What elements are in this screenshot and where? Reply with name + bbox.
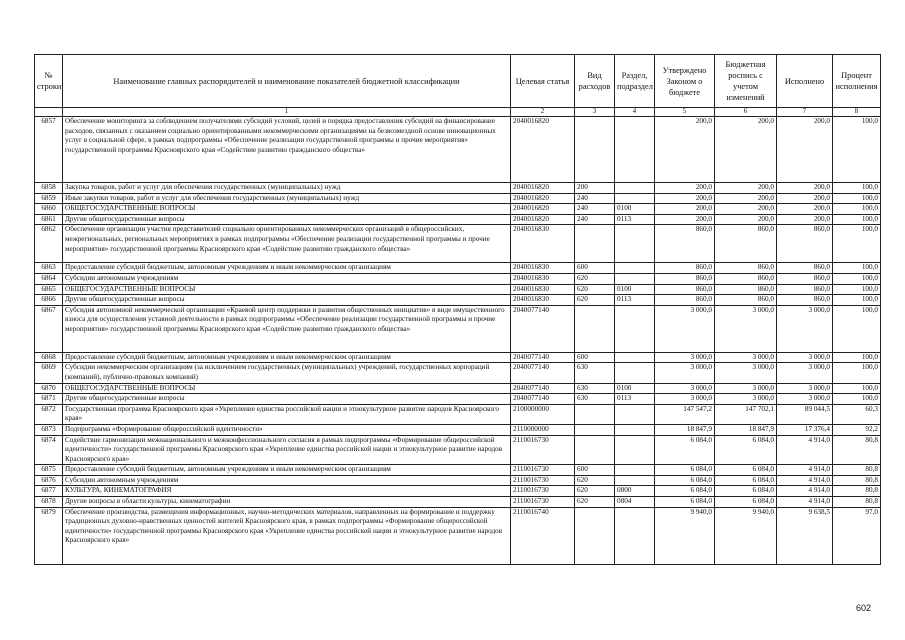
section-code [615,435,655,465]
executed-amount: 4 914,0 [777,486,833,497]
table-row [35,204,881,215]
row-number: 6876 [35,475,63,486]
budget-list-amount: 860,0 [715,225,777,263]
target-article: 2040016830 [511,225,575,263]
target-article: 2110016740 [511,507,575,564]
table-row [35,383,881,394]
execution-percent: 80,8 [833,435,881,465]
column-number: 1 [63,108,511,117]
expense-type [575,435,615,465]
executed-amount: 200,0 [777,214,833,225]
approved-amount: 6 084,0 [655,497,715,508]
executed-amount: 17 376,4 [777,424,833,435]
execution-percent: 100,0 [833,383,881,394]
row-number: 6875 [35,465,63,476]
table-row [35,117,881,183]
row-name: Субсидии некоммерческим организациям (за исключением государственных (муниципальных) учреждений, государственных корпораций (компаний), публично-правовых компаний) [63,363,511,383]
executed-amount: 200,0 [777,204,833,215]
approved-amount: 9 940,0 [655,507,715,564]
section-code: 0800 [615,486,655,497]
table-row [35,497,881,508]
executed-amount: 3 000,0 [777,363,833,383]
table-row [35,193,881,204]
executed-amount: 860,0 [777,273,833,284]
row-number: 6861 [35,214,63,225]
budget-list-amount: 200,0 [715,193,777,204]
row-number: 6862 [35,225,63,263]
approved-amount: 3 000,0 [655,394,715,405]
budget-list-amount: 860,0 [715,263,777,274]
section-code: 0804 [615,497,655,508]
expense-type: 630 [575,363,615,383]
row-name: Другие общегосударственные вопросы [63,394,511,405]
column-number: 6 [715,108,777,117]
budget-list-amount: 3 000,0 [715,363,777,383]
approved-amount: 860,0 [655,295,715,306]
table-row [35,225,881,263]
executed-amount: 9 638,5 [777,507,833,564]
row-name: Другие общегосударственные вопросы [63,214,511,225]
budget-list-amount: 6 084,0 [715,486,777,497]
row-name: Обеспечение мониторинга за соблюдением получателями субсидий условий, целей и порядка предоставления субсидий на финансирование расходов, связанных с оказанием социально ориентированными некоммерческими организациями на безвозмездной основе инновационных услуг в социальной сфере, в рамках подпрограммы «Обеспечение реализации государственной программы и прочие мероприятия» государственной программы Красноярского края «Содействие развитию гражданского общества» [63,117,511,183]
row-number: 6865 [35,284,63,295]
header-name: Наименование главных распорядителей и наименование показателей бюджетной классификации [63,55,511,108]
row-number: 6870 [35,383,63,394]
row-number: 6868 [35,352,63,363]
execution-percent: 100,0 [833,352,881,363]
budget-list-amount: 6 084,0 [715,465,777,476]
section-code [615,475,655,486]
target-article: 2040077140 [511,305,575,352]
expense-type [575,507,615,564]
header-percent: Процент исполнения [833,55,881,108]
executed-amount: 3 000,0 [777,305,833,352]
approved-amount: 147 547,2 [655,404,715,424]
approved-amount: 6 084,0 [655,435,715,465]
row-name: Обеспечение производства, размещения информационных, научно-методических материалов, направленных на формирование и поддержку традиционных духовно-нравственных ценностей жителей Красноярского края, в рамках подпрограммы «Формирование общероссийской идентичности» государственной программы Красноярского края «Укрепление единства российской нации и этнокультурное развитие народов Красноярского края» [63,507,511,564]
budget-list-amount: 200,0 [715,204,777,215]
target-article: 2040016830 [511,273,575,284]
section-code [615,465,655,476]
section-code [615,183,655,194]
row-number: 6863 [35,263,63,274]
table-row [35,435,881,465]
row-name: ОБЩЕГОСУДАРСТВЕННЫЕ ВОПРОСЫ [63,204,511,215]
approved-amount: 860,0 [655,284,715,295]
approved-amount: 860,0 [655,225,715,263]
budget-list-amount: 147 702,1 [715,404,777,424]
budget-list-amount: 3 000,0 [715,305,777,352]
target-article: 2110000000 [511,424,575,435]
row-number: 6864 [35,273,63,284]
row-name: Предоставление субсидий бюджетным, автономным учреждениям и иным некоммерческим организациям [63,465,511,476]
row-name: Содействие гармонизации межнационального и межконфессионального согласия в рамках подпрограммы «Формирование общероссийской идентичности» государственной программы Красноярского края «Укрепление единства российской нации и этнокультурное развитие народов Красноярского края» [63,435,511,465]
table-row [35,295,881,306]
budget-list-amount: 860,0 [715,295,777,306]
table-row [35,507,881,564]
target-article: 2040016820 [511,214,575,225]
section-code [615,263,655,274]
row-name: Другие вопросы в области культуры, кинематографии [63,497,511,508]
row-name: Субсидии автономным учреждениям [63,475,511,486]
budget-list-amount: 3 000,0 [715,394,777,405]
expense-type: 240 [575,193,615,204]
execution-percent: 97,0 [833,507,881,564]
executed-amount: 200,0 [777,183,833,194]
execution-percent: 100,0 [833,295,881,306]
header-executed: Исполнено [777,55,833,108]
expense-type: 620 [575,486,615,497]
section-code [615,424,655,435]
column-number-row [35,108,881,117]
expense-type [575,305,615,352]
table-row [35,404,881,424]
header-row-number: № строки [35,55,63,108]
execution-percent: 100,0 [833,183,881,194]
target-article: 2040016820 [511,204,575,215]
row-name: Подпрограмма «Формирование общероссийской идентичности» [63,424,511,435]
executed-amount: 4 914,0 [777,497,833,508]
section-code [615,404,655,424]
executed-amount: 4 914,0 [777,465,833,476]
executed-amount: 3 000,0 [777,352,833,363]
approved-amount: 6 084,0 [655,486,715,497]
budget-list-amount: 6 084,0 [715,497,777,508]
section-code [615,273,655,284]
expense-type [575,404,615,424]
execution-percent: 80,8 [833,465,881,476]
row-name: Предоставление субсидий бюджетным, автономным учреждениям и иным некоммерческим организациям [63,263,511,274]
approved-amount: 3 000,0 [655,352,715,363]
table-row [35,183,881,194]
approved-amount: 200,0 [655,193,715,204]
column-number: 3 [575,108,615,117]
execution-percent: 80,8 [833,486,881,497]
row-number: 6858 [35,183,63,194]
expense-type: 630 [575,383,615,394]
section-code [615,117,655,183]
execution-percent: 100,0 [833,394,881,405]
expense-type: 620 [575,497,615,508]
row-number: 6872 [35,404,63,424]
row-number: 6878 [35,497,63,508]
row-name: КУЛЬТУРА, КИНЕМАТОГРАФИЯ [63,486,511,497]
execution-percent: 80,8 [833,497,881,508]
table-body [35,117,881,565]
execution-percent: 100,0 [833,273,881,284]
target-article: 2110016730 [511,435,575,465]
budget-table [34,54,881,565]
row-name: Обеспечение организации участия представителей социально ориентированных некоммерческих организаций в общероссийских, межрегиональных, региональных мероприятиях в рамках подпрограммы «Обеспечение реализации государственной программы и прочие мероприятия» государственной программы Красноярского края «Содействие развитию гражданского общества» [63,225,511,263]
expense-type [575,225,615,263]
target-article: 2040016830 [511,284,575,295]
target-article: 2040016830 [511,263,575,274]
row-number: 6859 [35,193,63,204]
budget-list-amount: 200,0 [715,183,777,194]
section-code [615,363,655,383]
row-number: 6869 [35,363,63,383]
header-approved: Утверждено Законом о бюджете [655,55,715,108]
approved-amount: 6 084,0 [655,475,715,486]
approved-amount: 200,0 [655,117,715,183]
target-article: 2110016730 [511,465,575,476]
execution-percent: 60,3 [833,404,881,424]
approved-amount: 18 847,9 [655,424,715,435]
header-section: Раздел, подраздел [615,55,655,108]
budget-list-amount: 18 847,9 [715,424,777,435]
target-article: 2040077140 [511,363,575,383]
section-code: 0100 [615,204,655,215]
expense-type: 600 [575,465,615,476]
approved-amount: 200,0 [655,204,715,215]
expense-type: 620 [575,475,615,486]
row-number: 6866 [35,295,63,306]
section-code: 0113 [615,214,655,225]
table-row [35,273,881,284]
executed-amount: 200,0 [777,193,833,204]
header-expense-type: Вид расходов [575,55,615,108]
expense-type: 600 [575,263,615,274]
column-number: 5 [655,108,715,117]
execution-percent: 92,2 [833,424,881,435]
target-article: 2040077140 [511,394,575,405]
section-code [615,507,655,564]
table-row [35,305,881,352]
execution-percent: 100,0 [833,284,881,295]
section-code: 0113 [615,394,655,405]
target-article: 2110016730 [511,475,575,486]
approved-amount: 860,0 [655,263,715,274]
executed-amount: 4 914,0 [777,435,833,465]
expense-type [575,424,615,435]
table-row [35,352,881,363]
executed-amount: 3 000,0 [777,394,833,405]
section-code: 0100 [615,383,655,394]
row-name: Субсидии автономным учреждениям [63,273,511,284]
row-name: Государственная программа Красноярского края «Укрепление единства российской нации и этнокультурное развитие народов Красноярского края» [63,404,511,424]
target-article: 2040016820 [511,183,575,194]
target-article: 2040016820 [511,117,575,183]
table-row [35,394,881,405]
row-name: Иные закупки товаров, работ и услуг для обеспечения государственных (муниципальных) нужд [63,193,511,204]
executed-amount: 860,0 [777,295,833,306]
approved-amount: 3 000,0 [655,305,715,352]
table-row [35,363,881,383]
row-name: Предоставление субсидий бюджетным, автономным учреждениям и иным некоммерческим организациям [63,352,511,363]
column-number-blank [35,108,63,117]
target-article: 2100000000 [511,404,575,424]
target-article: 2040016820 [511,193,575,204]
row-number: 6857 [35,117,63,183]
execution-percent: 80,8 [833,475,881,486]
row-name: ОБЩЕГОСУДАРСТВЕННЫЕ ВОПРОСЫ [63,383,511,394]
budget-list-amount: 3 000,0 [715,383,777,394]
budget-list-amount: 9 940,0 [715,507,777,564]
execution-percent: 100,0 [833,117,881,183]
row-number: 6871 [35,394,63,405]
executed-amount: 200,0 [777,117,833,183]
target-article: 2110016730 [511,497,575,508]
section-code: 0100 [615,284,655,295]
execution-percent: 100,0 [833,305,881,352]
table-header-row [35,55,881,108]
expense-type: 240 [575,204,615,215]
row-number: 6877 [35,486,63,497]
expense-type [575,117,615,183]
expense-type: 620 [575,295,615,306]
approved-amount: 860,0 [655,273,715,284]
executed-amount: 89 044,5 [777,404,833,424]
executed-amount: 860,0 [777,225,833,263]
column-number: 4 [615,108,655,117]
budget-list-amount: 6 084,0 [715,435,777,465]
row-number: 6873 [35,424,63,435]
table-row [35,486,881,497]
row-name: ОБЩЕГОСУДАРСТВЕННЫЕ ВОПРОСЫ [63,284,511,295]
budget-list-amount: 860,0 [715,284,777,295]
approved-amount: 3 000,0 [655,383,715,394]
expense-type: 600 [575,352,615,363]
budget-list-amount: 200,0 [715,117,777,183]
row-name: Субсидия автономной некоммерческой организации «Краевой центр поддержки и развития общественных инициатив» в виде имущественного взноса для осуществления уставной деятельности в рамках подпрограммы «Обеспечение реализации государственной программы и прочие мероприятия» государственной программы Красноярского края «Содействие развитию гражданского общества» [63,305,511,352]
section-code [615,225,655,263]
approved-amount: 6 084,0 [655,465,715,476]
table-row [35,263,881,274]
budget-list-amount: 860,0 [715,273,777,284]
table-row [35,214,881,225]
execution-percent: 100,0 [833,225,881,263]
row-number: 6860 [35,204,63,215]
expense-type: 620 [575,284,615,295]
section-code [615,193,655,204]
column-number: 7 [777,108,833,117]
table-row [35,424,881,435]
expense-type: 240 [575,214,615,225]
table-row [35,284,881,295]
budget-list-amount: 6 084,0 [715,475,777,486]
header-target-article: Целевая статья [511,55,575,108]
execution-percent: 100,0 [833,204,881,215]
section-code [615,305,655,352]
row-number: 6867 [35,305,63,352]
budget-list-amount: 3 000,0 [715,352,777,363]
target-article: 2040077140 [511,383,575,394]
expense-type: 630 [575,394,615,405]
target-article: 2110016730 [511,486,575,497]
row-number: 6879 [35,507,63,564]
approved-amount: 200,0 [655,183,715,194]
column-number: 8 [833,108,881,117]
expense-type: 200 [575,183,615,194]
executed-amount: 860,0 [777,284,833,295]
execution-percent: 100,0 [833,363,881,383]
row-name: Другие общегосударственные вопросы [63,295,511,306]
header-budget-list: Бюджетная роспись с учетом изменений [715,55,777,108]
row-number: 6874 [35,435,63,465]
target-article: 2040016830 [511,295,575,306]
column-number: 2 [511,108,575,117]
expense-type: 620 [575,273,615,284]
section-code: 0113 [615,295,655,306]
budget-list-amount: 200,0 [715,214,777,225]
approved-amount: 200,0 [655,214,715,225]
execution-percent: 100,0 [833,214,881,225]
executed-amount: 4 914,0 [777,475,833,486]
section-code [615,352,655,363]
page-number: 602 [856,603,872,613]
table-row [35,465,881,476]
target-article: 2040077140 [511,352,575,363]
execution-percent: 100,0 [833,193,881,204]
executed-amount: 3 000,0 [777,383,833,394]
table-row [35,475,881,486]
executed-amount: 860,0 [777,263,833,274]
execution-percent: 100,0 [833,263,881,274]
approved-amount: 3 000,0 [655,363,715,383]
row-name: Закупка товаров, работ и услуг для обеспечения государственных (муниципальных) нужд [63,183,511,194]
